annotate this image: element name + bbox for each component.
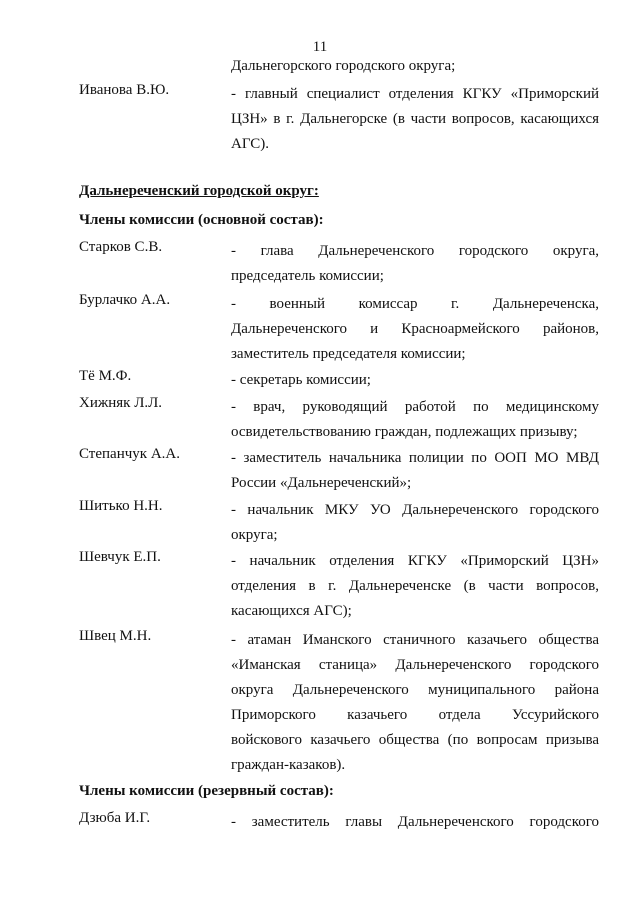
member-name: Степанчук А.А.: [79, 446, 180, 462]
role-line: - глава Дальнереченского городского округа,: [231, 243, 599, 259]
role-line: «Иманская станица» Дальнереченского городского: [231, 657, 599, 673]
role-line: округа;: [231, 527, 278, 543]
member-role: [231, 549, 599, 624]
role-line: - атаман Иманского станичного казачьего общества: [231, 632, 599, 648]
member-role: [231, 628, 599, 778]
member-role: [231, 498, 599, 548]
role-line: округа Дальнереченского муниципального района: [231, 682, 599, 698]
role-line: - начальник МКУ УО Дальнереченского городского: [231, 502, 599, 518]
role-line: отделения в г. Дальнереченске (в части вопросов,: [231, 578, 599, 594]
role-line: войскового казачьего общества (по вопросам призыва: [231, 732, 599, 748]
member-name: Шевчук Е.П.: [79, 549, 161, 565]
intro-line: [231, 54, 599, 79]
member-name: Бурлачко А.А.: [79, 292, 171, 308]
intro-text: Дальнегорского городского округа;: [231, 58, 456, 74]
role-line: - начальник отделения КГКУ «Приморский ЦЗН»: [231, 553, 599, 569]
role-line: заместитель председателя комиссии;: [231, 346, 466, 362]
role-line: АГС).: [231, 136, 270, 152]
page-number: 11: [312, 39, 328, 55]
role-line: России «Дальнереченский»;: [231, 475, 412, 491]
role-line: Приморского казачьего отдела Уссурийского: [231, 707, 599, 723]
member-name: Старков С.В.: [79, 239, 163, 255]
member-name: Иванова В.Ю.: [79, 82, 170, 98]
role-line: - военный комиссар г. Дальнереченска,: [231, 296, 599, 312]
role-line: - врач, руководящий работой по медицинскому: [231, 399, 599, 415]
role-line: касающихся АГС);: [231, 603, 352, 619]
role-line: - секретарь комиссии;: [231, 372, 371, 388]
member-role: [231, 239, 599, 289]
main-composition-heading: Члены комиссии (основной состав):: [79, 212, 324, 228]
role-line: освидетельствованию граждан, подлежащих призыву;: [231, 424, 578, 440]
member-name: Хижняк Л.Л.: [79, 395, 163, 411]
role-line: - главный специалист отделения КГКУ «Приморский: [231, 86, 599, 102]
member-name: Тё М.Ф.: [79, 368, 132, 384]
role-line: Дальнереченского и Красноармейского районов,: [231, 321, 599, 337]
member-name: Дзюба И.Г.: [79, 810, 151, 826]
district-heading: Дальнереченский городской округ:: [79, 183, 319, 199]
role-line: ЦЗН» в г. Дальнегорске (в части вопросов, касающихся: [231, 111, 599, 127]
role-line: граждан-казаков).: [231, 757, 346, 773]
member-role: [231, 82, 599, 157]
member-role: [231, 446, 599, 496]
role-line: - заместитель главы Дальнереченского городского: [231, 814, 599, 830]
member-name: Шитько Н.Н.: [79, 498, 163, 514]
reserve-composition-heading: Члены комиссии (резервный состав):: [79, 783, 334, 799]
member-name: Швец М.Н.: [79, 628, 152, 644]
role-line: - заместитель начальника полиции по ООП МО МВД: [231, 450, 599, 466]
member-role: [231, 368, 599, 393]
member-role: [231, 395, 599, 445]
role-line: председатель комиссии;: [231, 268, 384, 284]
member-role: [231, 810, 599, 835]
member-role: [231, 292, 599, 367]
